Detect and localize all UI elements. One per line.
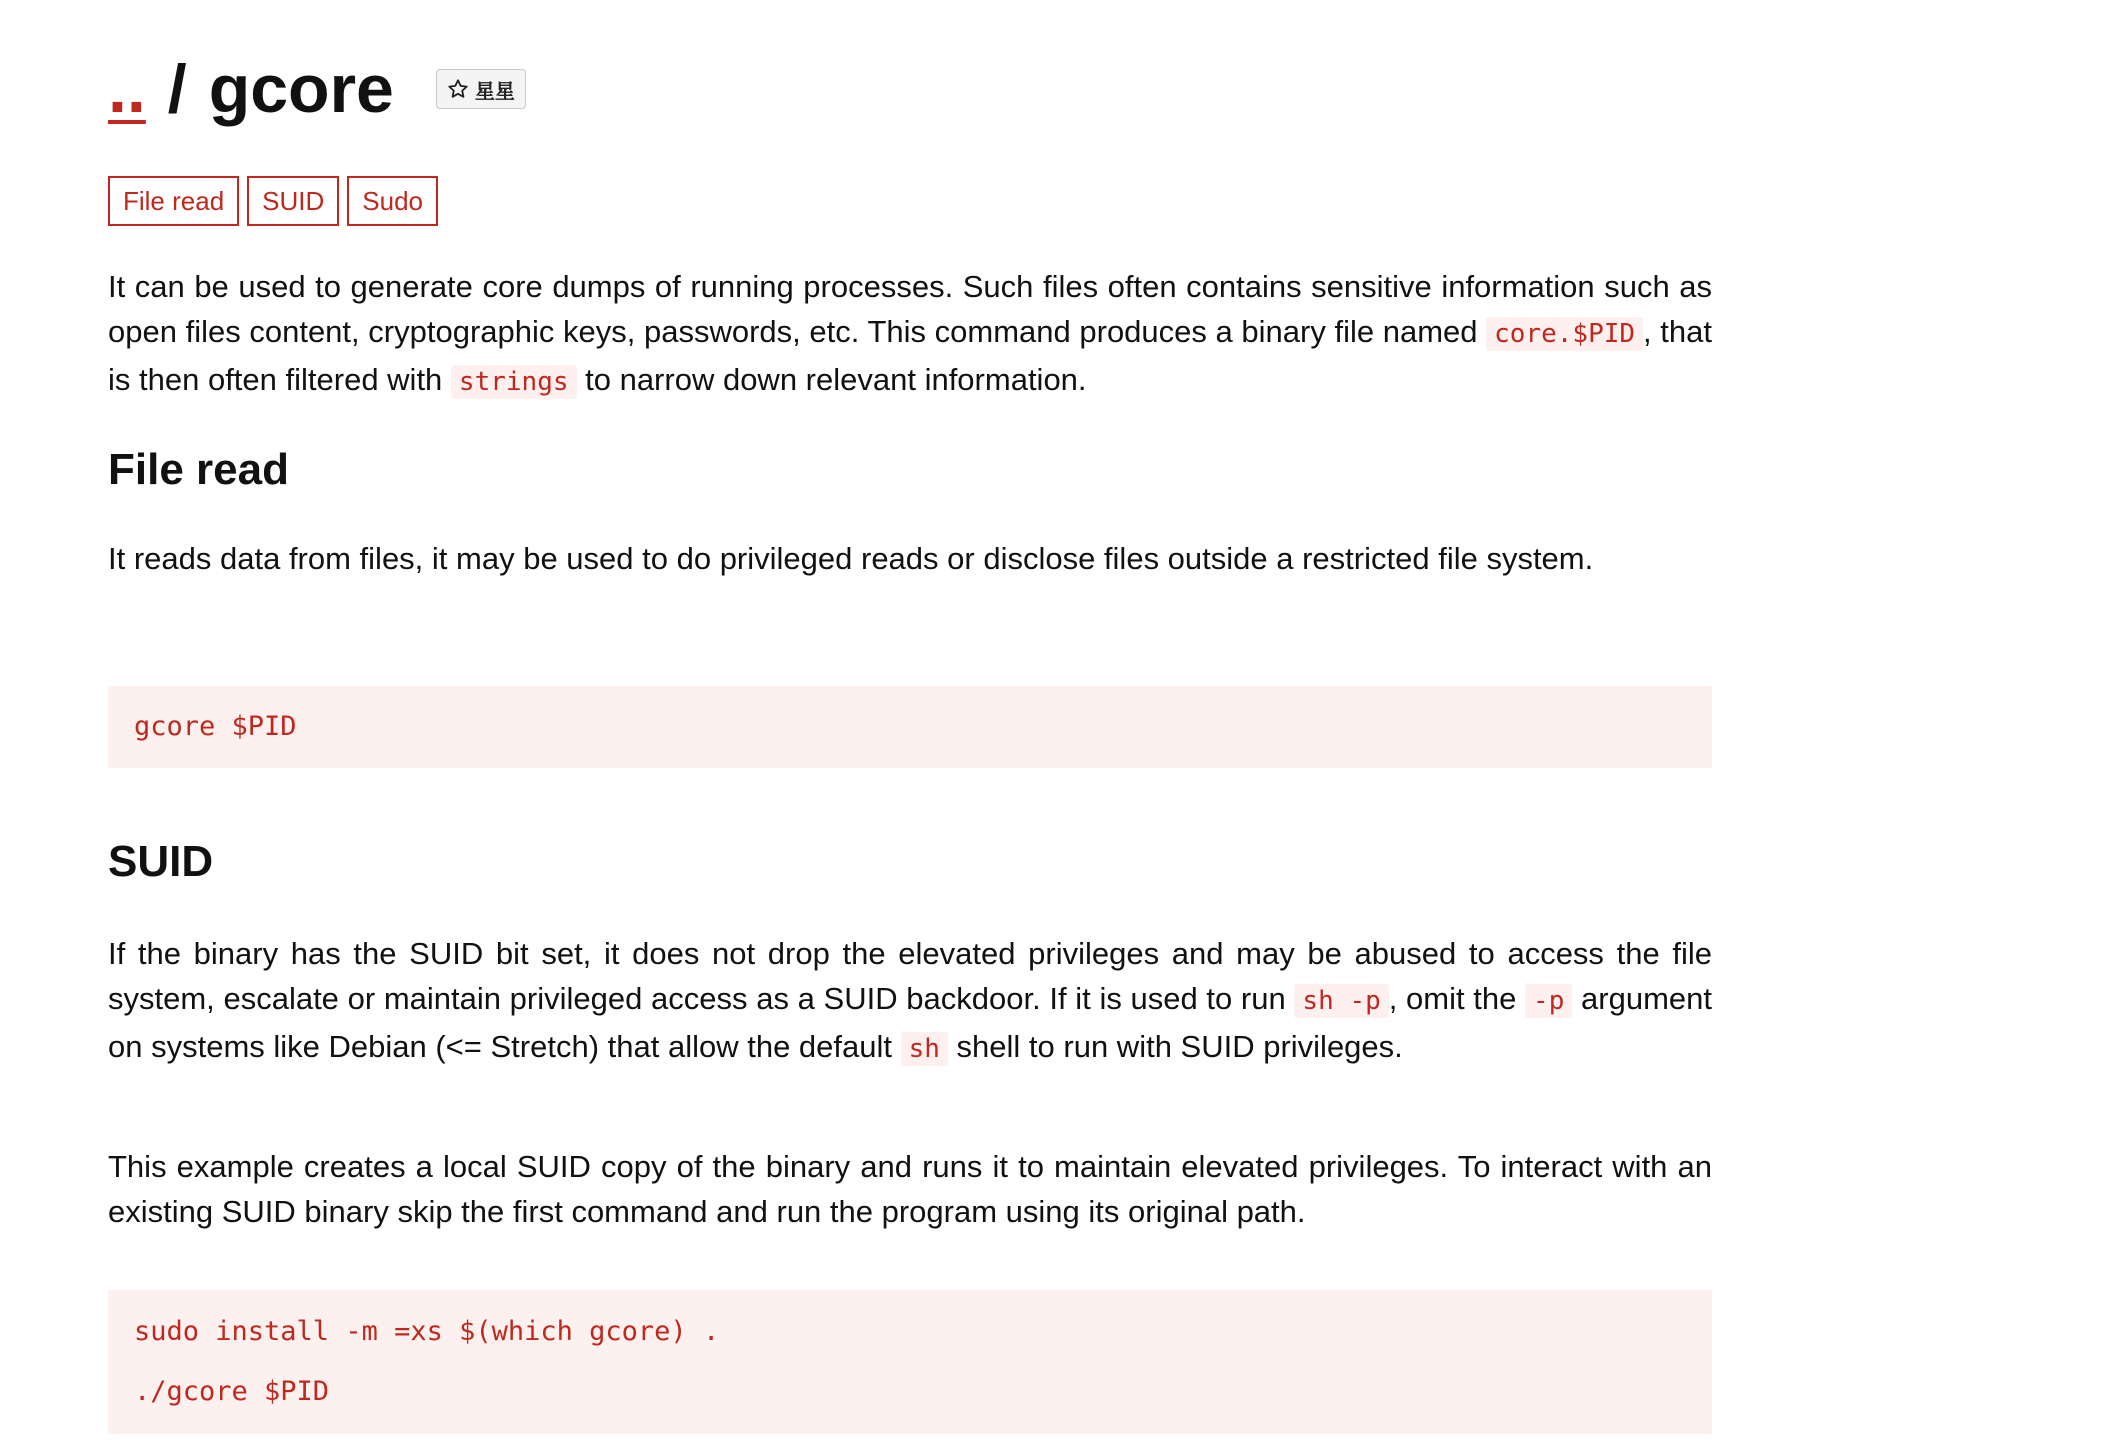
star-button-label: 星星 [474,78,515,103]
code-line: sudo install -m =xs $(which gcore) . [134,1316,720,1347]
section-heading-file-read: File read [108,445,289,494]
suid-text: , omit the [1388,981,1526,1016]
page-title: gcore [208,51,394,127]
file-read-description: It reads data from files, it may be used to do privileged reads or disclose files outside a restricted file system. [108,541,1594,576]
suid-text: shell to run with SUID privileges. [947,1029,1403,1064]
tag-suid[interactable]: SUID [247,176,339,226]
page-title-row [108,44,526,134]
star-button[interactable] [436,69,526,109]
code-block-file-read[interactable] [108,686,1712,768]
star-outline-icon [447,78,469,100]
function-tags [108,176,438,226]
inline-code: core.$PID [1486,317,1643,351]
code-line: ./gcore $PID [134,1376,330,1407]
intro-text: to narrow down relevant information. [576,362,1087,397]
suid-text: If the binary has the SUID bit set, it does not drop the elevated privileges and may be abused to access the file system, escalate or maintain privileged access as a SUID backdoor. If it is used to run [108,936,1712,1016]
suid-example-paragraph: This example creates a local SUID copy of the binary and runs it to maintain elevated privileges. To interact with an existing SUID binary skip the first command and run the program using its original path. [108,1149,1712,1229]
inline-code: sh [901,1032,948,1066]
intro-text: It can be used to generate core dumps of running processes. Such files often contains sensitive information such as open files content, cryptographic keys, passwords, etc. This command produces a binary file named [108,269,1712,349]
suid-paragraph [108,931,1712,1072]
inline-code: -p [1525,984,1572,1018]
parent-directory-link[interactable]: .. [108,51,146,127]
tag-file-read[interactable]: File read [108,176,239,226]
inline-code: strings [451,365,577,399]
intro-text: , that is then often filtered with [108,314,1712,397]
code-block-suid[interactable] [108,1290,1712,1434]
title-separator: / [167,51,187,127]
intro-paragraph [108,264,1712,405]
code-line: gcore $PID [134,711,297,742]
suid-text: argument on systems like Debian (<= Stretch) that allow the default [108,981,1712,1064]
inline-code: sh -p [1294,984,1388,1018]
section-heading-suid: SUID [108,837,214,886]
tag-sudo[interactable]: Sudo [347,176,438,226]
